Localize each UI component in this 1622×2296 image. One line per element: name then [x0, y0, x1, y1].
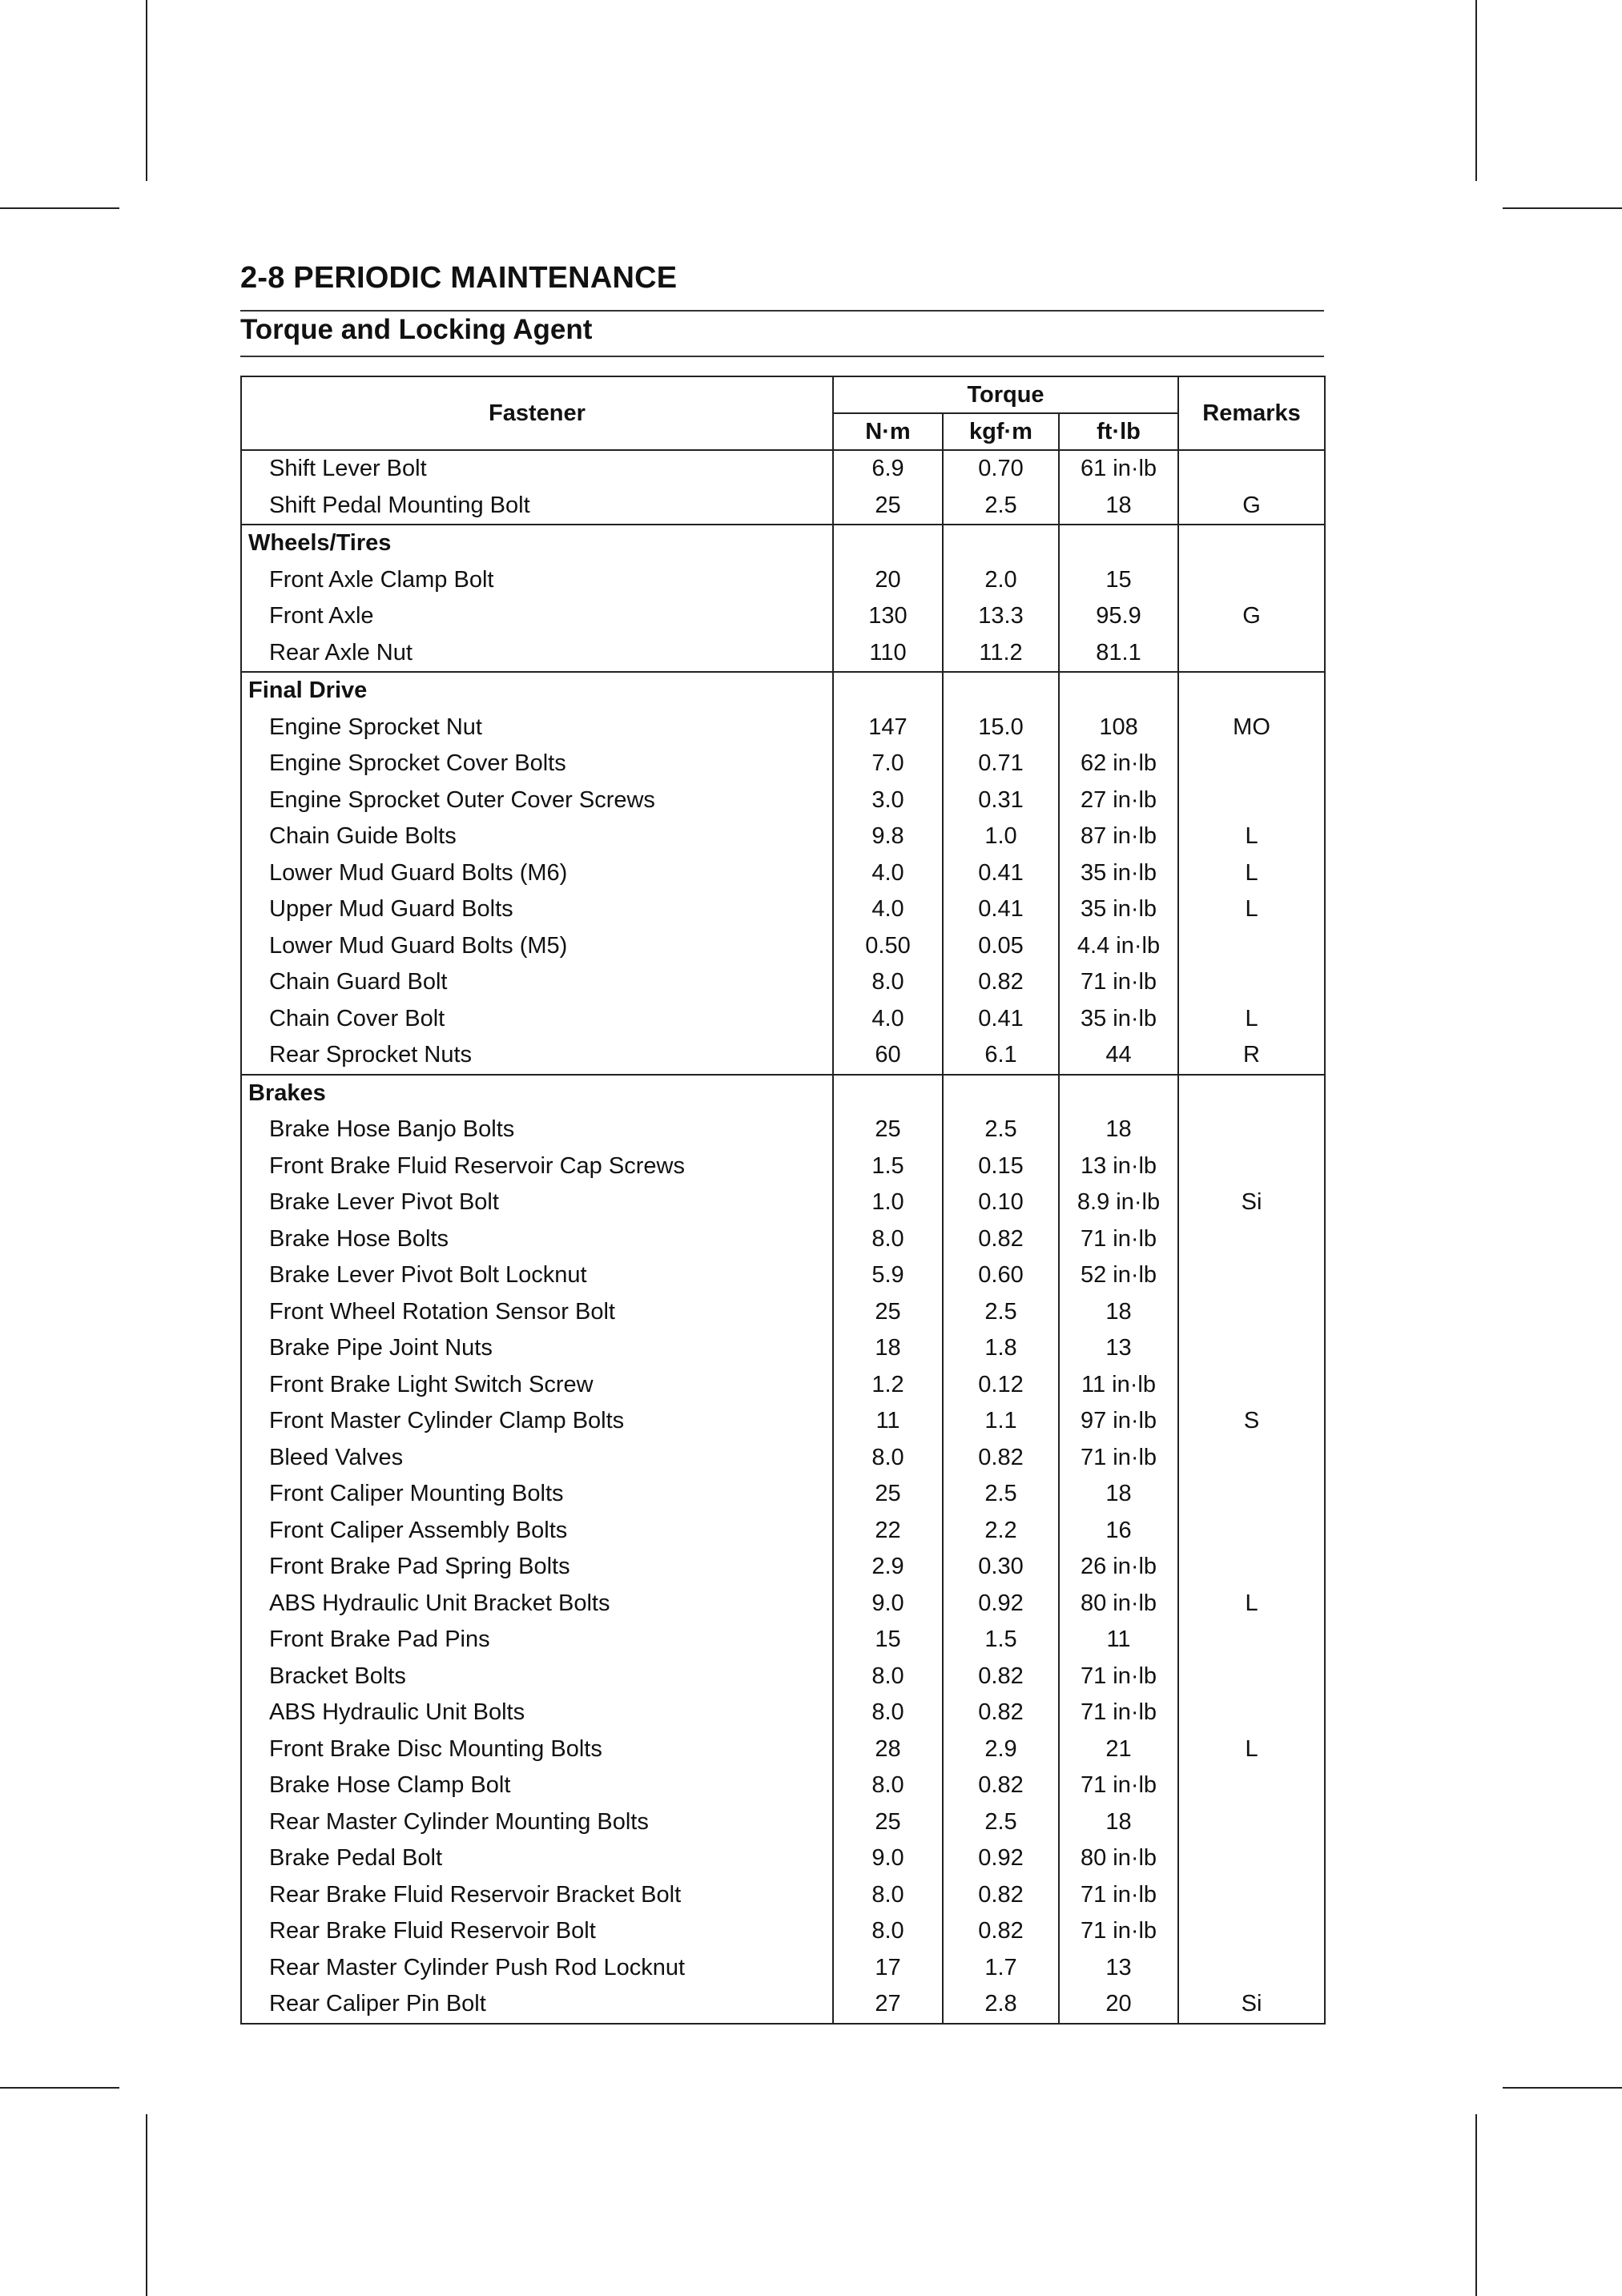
torque-nm: 60: [833, 1037, 943, 1075]
remarks-cell: Si: [1178, 1986, 1325, 2024]
torque-kgfm: 0.41: [943, 891, 1059, 928]
torque-ftlb: 4.4 in·lb: [1059, 928, 1178, 965]
torque-kgfm: 0.92: [943, 1840, 1059, 1877]
torque-ftlb: 15: [1059, 562, 1178, 599]
table-row: [241, 1403, 1325, 1440]
remarks-cell: [1178, 1804, 1325, 1841]
torque-kgfm: 2.8: [943, 1986, 1059, 2024]
empty-cell: [943, 525, 1059, 562]
fastener-name: Front Axle Clamp Bolt: [241, 562, 833, 599]
table-row: [241, 1330, 1325, 1367]
empty-cell: [1059, 672, 1178, 710]
table-row: [241, 1257, 1325, 1294]
torque-kgfm: 2.0: [943, 562, 1059, 599]
remarks-cell: [1178, 1221, 1325, 1258]
torque-kgfm: 0.10: [943, 1184, 1059, 1221]
empty-cell: [1059, 1075, 1178, 1112]
torque-nm: 22: [833, 1513, 943, 1550]
remarks-cell: [1178, 928, 1325, 965]
remarks-cell: [1178, 1513, 1325, 1550]
empty-cell: [833, 672, 943, 710]
remarks-cell: [1178, 1659, 1325, 1695]
torque-ftlb: 11 in·lb: [1059, 1367, 1178, 1404]
torque-ftlb: 13: [1059, 1330, 1178, 1367]
torque-kgfm: 0.82: [943, 1221, 1059, 1258]
remarks-cell: L: [1178, 1731, 1325, 1768]
torque-ftlb: 18: [1059, 1804, 1178, 1841]
torque-nm: 25: [833, 488, 943, 525]
torque-ftlb: 81.1: [1059, 635, 1178, 673]
torque-nm: 25: [833, 1294, 943, 1331]
torque-ftlb: 26 in·lb: [1059, 1549, 1178, 1586]
table-row: [241, 928, 1325, 965]
crop-mark: [0, 2087, 119, 2089]
table-row: [241, 1440, 1325, 1477]
torque-nm: 25: [833, 1804, 943, 1841]
empty-cell: [1178, 672, 1325, 710]
table-row: [241, 1695, 1325, 1731]
torque-ftlb: 13: [1059, 1950, 1178, 1987]
remarks-cell: [1178, 1476, 1325, 1513]
torque-kgfm: 11.2: [943, 635, 1059, 673]
torque-nm: 1.5: [833, 1148, 943, 1185]
fastener-name: Front Brake Pad Pins: [241, 1622, 833, 1659]
remarks-cell: G: [1178, 598, 1325, 635]
column-header-kgfm: kgf·m: [943, 413, 1059, 450]
torque-ftlb: 18: [1059, 1112, 1178, 1148]
torque-kgfm: 2.2: [943, 1513, 1059, 1550]
empty-cell: [943, 672, 1059, 710]
fastener-name: Rear Brake Fluid Reservoir Bracket Bolt: [241, 1877, 833, 1914]
remarks-cell: [1178, 1767, 1325, 1804]
remarks-cell: [1178, 1367, 1325, 1404]
remarks-cell: [1178, 1877, 1325, 1914]
fastener-name: Bleed Valves: [241, 1440, 833, 1477]
torque-ftlb: 80 in·lb: [1059, 1586, 1178, 1622]
torque-kgfm: 0.60: [943, 1257, 1059, 1294]
table-row: [241, 1148, 1325, 1185]
fastener-name: Front Caliper Mounting Bolts: [241, 1476, 833, 1513]
category-label: Brakes: [241, 1075, 833, 1112]
fastener-name: Bracket Bolts: [241, 1659, 833, 1695]
remarks-cell: [1178, 1294, 1325, 1331]
fastener-name: Brake Lever Pivot Bolt: [241, 1184, 833, 1221]
crop-mark: [1475, 2114, 1477, 2296]
fastener-name: Brake Pedal Bolt: [241, 1840, 833, 1877]
table-row: [241, 1294, 1325, 1331]
remarks-cell: [1178, 1148, 1325, 1185]
table-row: [241, 488, 1325, 525]
table-row: [241, 1840, 1325, 1877]
table-row: [241, 1804, 1325, 1841]
torque-ftlb: 87 in·lb: [1059, 818, 1178, 855]
torque-ftlb: 35 in·lb: [1059, 891, 1178, 928]
remarks-cell: [1178, 782, 1325, 819]
table-row: [241, 891, 1325, 928]
torque-ftlb: 20: [1059, 1986, 1178, 2024]
torque-ftlb: 18: [1059, 488, 1178, 525]
torque-ftlb: 62 in·lb: [1059, 746, 1178, 782]
fastener-name: Rear Master Cylinder Mounting Bolts: [241, 1804, 833, 1841]
table-row: [241, 1001, 1325, 1038]
crop-mark: [146, 0, 147, 181]
fastener-name: Brake Hose Bolts: [241, 1221, 833, 1258]
table-row: [241, 598, 1325, 635]
table-row: [241, 1986, 1325, 2024]
fastener-name: Brake Hose Banjo Bolts: [241, 1112, 833, 1148]
fastener-name: Lower Mud Guard Bolts (M6): [241, 855, 833, 892]
torque-nm: 25: [833, 1112, 943, 1148]
table-row: [241, 1513, 1325, 1550]
remarks-cell: [1178, 1257, 1325, 1294]
remarks-cell: R: [1178, 1037, 1325, 1075]
fastener-name: Front Wheel Rotation Sensor Bolt: [241, 1294, 833, 1331]
torque-ftlb: 95.9: [1059, 598, 1178, 635]
torque-kgfm: 2.5: [943, 1294, 1059, 1331]
torque-ftlb: 71 in·lb: [1059, 964, 1178, 1001]
table-row: [241, 1586, 1325, 1622]
table-row: [241, 1950, 1325, 1987]
fastener-name: Front Axle: [241, 598, 833, 635]
remarks-cell: [1178, 1695, 1325, 1731]
table-row: [241, 1037, 1325, 1075]
fastener-name: ABS Hydraulic Unit Bracket Bolts: [241, 1586, 833, 1622]
section-rule: [240, 356, 1324, 357]
table-row: [241, 1476, 1325, 1513]
header-rule: [240, 310, 1324, 312]
empty-cell: [833, 525, 943, 562]
fastener-name: Front Master Cylinder Clamp Bolts: [241, 1403, 833, 1440]
torque-kgfm: 1.1: [943, 1403, 1059, 1440]
torque-ftlb: 108: [1059, 710, 1178, 746]
remarks-cell: [1178, 562, 1325, 599]
crop-mark: [1503, 2087, 1622, 2089]
torque-kgfm: 0.82: [943, 1659, 1059, 1695]
remarks-cell: [1178, 1330, 1325, 1367]
torque-kgfm: 0.92: [943, 1586, 1059, 1622]
remarks-cell: [1178, 1112, 1325, 1148]
table-row: [241, 1767, 1325, 1804]
torque-ftlb: 71 in·lb: [1059, 1913, 1178, 1950]
fastener-name: Front Caliper Assembly Bolts: [241, 1513, 833, 1550]
table-row: [241, 1549, 1325, 1586]
torque-kgfm: 0.82: [943, 1877, 1059, 1914]
crop-mark: [1475, 0, 1477, 181]
section-title: Torque and Locking Agent: [240, 314, 593, 345]
remarks-cell: MO: [1178, 710, 1325, 746]
torque-ftlb: 71 in·lb: [1059, 1695, 1178, 1731]
torque-ftlb: 8.9 in·lb: [1059, 1184, 1178, 1221]
torque-nm: 18: [833, 1330, 943, 1367]
torque-nm: 8.0: [833, 1913, 943, 1950]
torque-nm: 8.0: [833, 1877, 943, 1914]
fastener-name: Lower Mud Guard Bolts (M5): [241, 928, 833, 965]
torque-kgfm: 2.5: [943, 488, 1059, 525]
torque-nm: 11: [833, 1403, 943, 1440]
torque-kgfm: 0.15: [943, 1148, 1059, 1185]
torque-nm: 130: [833, 598, 943, 635]
remarks-cell: [1178, 1840, 1325, 1877]
torque-ftlb: 35 in·lb: [1059, 855, 1178, 892]
fastener-name: Front Brake Pad Spring Bolts: [241, 1549, 833, 1586]
torque-nm: 8.0: [833, 1767, 943, 1804]
fastener-name: Chain Guide Bolts: [241, 818, 833, 855]
torque-nm: 15: [833, 1622, 943, 1659]
table-row: [241, 782, 1325, 819]
torque-kgfm: 2.5: [943, 1476, 1059, 1513]
remarks-cell: [1178, 635, 1325, 673]
torque-nm: 4.0: [833, 1001, 943, 1038]
torque-nm: 147: [833, 710, 943, 746]
fastener-name: Engine Sprocket Nut: [241, 710, 833, 746]
fastener-name: Front Brake Disc Mounting Bolts: [241, 1731, 833, 1768]
torque-ftlb: 16: [1059, 1513, 1178, 1550]
table-body: [241, 450, 1325, 2024]
remarks-cell: L: [1178, 818, 1325, 855]
table-row: [241, 746, 1325, 782]
torque-nm: 28: [833, 1731, 943, 1768]
fastener-name: Chain Guard Bolt: [241, 964, 833, 1001]
torque-ftlb: 71 in·lb: [1059, 1440, 1178, 1477]
crop-mark: [0, 207, 119, 209]
fastener-name: Upper Mud Guard Bolts: [241, 891, 833, 928]
column-header-fastener: Fastener: [241, 376, 833, 450]
table-row: [241, 1367, 1325, 1404]
remarks-cell: Si: [1178, 1184, 1325, 1221]
torque-kgfm: 0.31: [943, 782, 1059, 819]
torque-ftlb: 44: [1059, 1037, 1178, 1075]
remarks-cell: [1178, 1913, 1325, 1950]
fastener-name: Engine Sprocket Cover Bolts: [241, 746, 833, 782]
torque-ftlb: 71 in·lb: [1059, 1767, 1178, 1804]
table-row: [241, 450, 1325, 488]
torque-nm: 9.8: [833, 818, 943, 855]
empty-cell: [1178, 1075, 1325, 1112]
torque-nm: 4.0: [833, 891, 943, 928]
torque-ftlb: 21: [1059, 1731, 1178, 1768]
torque-nm: 8.0: [833, 1440, 943, 1477]
table-row: [241, 1112, 1325, 1148]
remarks-cell: [1178, 746, 1325, 782]
remarks-cell: L: [1178, 891, 1325, 928]
fastener-name: Brake Lever Pivot Bolt Locknut: [241, 1257, 833, 1294]
table-row: [241, 1877, 1325, 1914]
torque-kgfm: 0.30: [943, 1549, 1059, 1586]
torque-ftlb: 71 in·lb: [1059, 1877, 1178, 1914]
torque-kgfm: 0.82: [943, 1767, 1059, 1804]
empty-cell: [1059, 525, 1178, 562]
table-row: [241, 1731, 1325, 1768]
torque-nm: 110: [833, 635, 943, 673]
torque-nm: 5.9: [833, 1257, 943, 1294]
torque-kgfm: 0.71: [943, 746, 1059, 782]
table-row: [241, 635, 1325, 673]
category-label: Wheels/Tires: [241, 525, 833, 562]
fastener-name: Shift Lever Bolt: [241, 450, 833, 488]
torque-nm: 1.2: [833, 1367, 943, 1404]
torque-kgfm: 0.41: [943, 855, 1059, 892]
table-row: [241, 710, 1325, 746]
table-row: [241, 818, 1325, 855]
torque-kgfm: 1.7: [943, 1950, 1059, 1987]
remarks-cell: L: [1178, 1001, 1325, 1038]
torque-kgfm: 0.82: [943, 1440, 1059, 1477]
torque-kgfm: 13.3: [943, 598, 1059, 635]
fastener-name: Rear Sprocket Nuts: [241, 1037, 833, 1075]
torque-kgfm: 0.82: [943, 1913, 1059, 1950]
fastener-name: Brake Pipe Joint Nuts: [241, 1330, 833, 1367]
torque-kgfm: 1.8: [943, 1330, 1059, 1367]
torque-kgfm: 15.0: [943, 710, 1059, 746]
table-row: [241, 1659, 1325, 1695]
torque-nm: 1.0: [833, 1184, 943, 1221]
column-header-ftlb: ft·lb: [1059, 413, 1178, 450]
crop-mark: [1503, 207, 1622, 209]
remarks-cell: L: [1178, 1586, 1325, 1622]
column-header-nm: N·m: [833, 413, 943, 450]
fastener-name: Rear Master Cylinder Push Rod Locknut: [241, 1950, 833, 1987]
torque-nm: 9.0: [833, 1840, 943, 1877]
torque-ftlb: 61 in·lb: [1059, 450, 1178, 488]
torque-nm: 20: [833, 562, 943, 599]
table-row: [241, 1221, 1325, 1258]
page-header: 2-8 PERIODIC MAINTENANCE: [240, 261, 678, 295]
torque-ftlb: 35 in·lb: [1059, 1001, 1178, 1038]
remarks-cell: [1178, 1622, 1325, 1659]
torque-nm: 6.9: [833, 450, 943, 488]
torque-kgfm: 1.5: [943, 1622, 1059, 1659]
torque-nm: 8.0: [833, 964, 943, 1001]
torque-nm: 0.50: [833, 928, 943, 965]
torque-kgfm: 1.0: [943, 818, 1059, 855]
torque-kgfm: 0.82: [943, 1695, 1059, 1731]
fastener-name: Front Brake Fluid Reservoir Cap Screws: [241, 1148, 833, 1185]
torque-nm: 2.9: [833, 1549, 943, 1586]
table-row: [241, 964, 1325, 1001]
category-label: Final Drive: [241, 672, 833, 710]
fastener-name: Rear Caliper Pin Bolt: [241, 1986, 833, 2024]
fastener-name: Chain Cover Bolt: [241, 1001, 833, 1038]
column-header-remarks: Remarks: [1178, 376, 1325, 450]
fastener-name: Engine Sprocket Outer Cover Screws: [241, 782, 833, 819]
torque-ftlb: 18: [1059, 1294, 1178, 1331]
torque-kgfm: 0.82: [943, 964, 1059, 1001]
torque-nm: 9.0: [833, 1586, 943, 1622]
torque-kgfm: 2.5: [943, 1112, 1059, 1148]
table-row: [241, 1913, 1325, 1950]
crop-mark: [146, 2114, 147, 2296]
fastener-name: Brake Hose Clamp Bolt: [241, 1767, 833, 1804]
remarks-cell: L: [1178, 855, 1325, 892]
torque-nm: 17: [833, 1950, 943, 1987]
torque-ftlb: 27 in·lb: [1059, 782, 1178, 819]
torque-kgfm: 0.70: [943, 450, 1059, 488]
torque-kgfm: 2.9: [943, 1731, 1059, 1768]
table-row: [241, 1622, 1325, 1659]
category-row: [241, 525, 1325, 562]
fastener-name: Shift Pedal Mounting Bolt: [241, 488, 833, 525]
torque-nm: 8.0: [833, 1221, 943, 1258]
category-row: [241, 672, 1325, 710]
torque-ftlb: 18: [1059, 1476, 1178, 1513]
torque-nm: 8.0: [833, 1695, 943, 1731]
table-row: [241, 855, 1325, 892]
remarks-cell: G: [1178, 488, 1325, 525]
torque-kgfm: 6.1: [943, 1037, 1059, 1075]
torque-nm: 25: [833, 1476, 943, 1513]
torque-kgfm: 0.12: [943, 1367, 1059, 1404]
remarks-cell: [1178, 1440, 1325, 1477]
torque-ftlb: 71 in·lb: [1059, 1221, 1178, 1258]
torque-ftlb: 52 in·lb: [1059, 1257, 1178, 1294]
torque-ftlb: 80 in·lb: [1059, 1840, 1178, 1877]
fastener-name: Rear Axle Nut: [241, 635, 833, 673]
torque-table: [240, 376, 1326, 2025]
empty-cell: [833, 1075, 943, 1112]
table-row: [241, 1184, 1325, 1221]
remarks-cell: [1178, 1950, 1325, 1987]
torque-ftlb: 13 in·lb: [1059, 1148, 1178, 1185]
remarks-cell: [1178, 450, 1325, 488]
fastener-name: Rear Brake Fluid Reservoir Bolt: [241, 1913, 833, 1950]
category-row: [241, 1075, 1325, 1112]
remarks-cell: [1178, 1549, 1325, 1586]
torque-nm: 7.0: [833, 746, 943, 782]
empty-cell: [1178, 525, 1325, 562]
torque-nm: 27: [833, 1986, 943, 2024]
torque-nm: 3.0: [833, 782, 943, 819]
torque-ftlb: 71 in·lb: [1059, 1659, 1178, 1695]
torque-ftlb: 97 in·lb: [1059, 1403, 1178, 1440]
fastener-name: Front Brake Light Switch Screw: [241, 1367, 833, 1404]
empty-cell: [943, 1075, 1059, 1112]
torque-kgfm: 0.05: [943, 928, 1059, 965]
torque-kgfm: 0.41: [943, 1001, 1059, 1038]
remarks-cell: [1178, 964, 1325, 1001]
torque-kgfm: 2.5: [943, 1804, 1059, 1841]
column-header-torque: Torque: [833, 376, 1178, 413]
torque-nm: 8.0: [833, 1659, 943, 1695]
remarks-cell: S: [1178, 1403, 1325, 1440]
table-row: [241, 562, 1325, 599]
torque-nm: 4.0: [833, 855, 943, 892]
fastener-name: ABS Hydraulic Unit Bolts: [241, 1695, 833, 1731]
torque-ftlb: 11: [1059, 1622, 1178, 1659]
